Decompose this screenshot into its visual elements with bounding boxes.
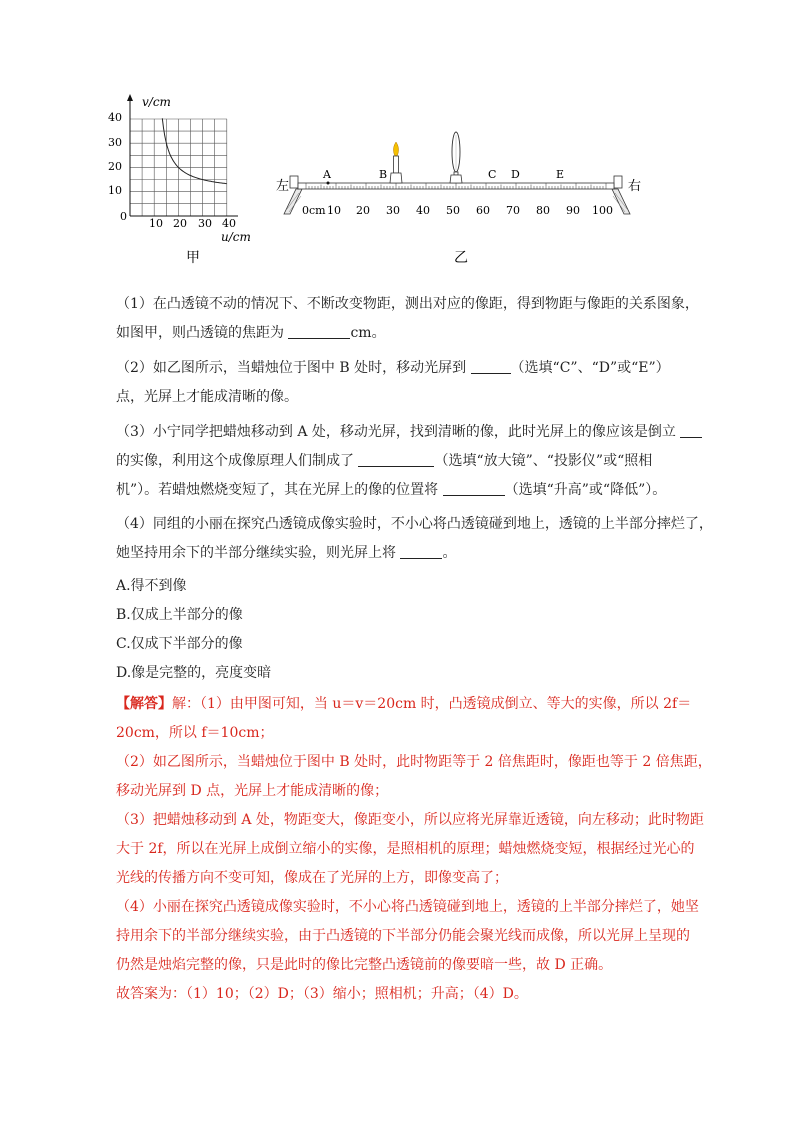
option-c: C.仅成下半部分的像 [116,636,243,652]
point-a-label: A [323,168,331,181]
question-2 [116,354,716,412]
y-tick-40: 40 [108,111,122,124]
q1-blank [288,324,350,339]
scale-label-80: 80 [536,204,550,217]
x-tick-40: 40 [222,217,236,230]
q1-line2: 如图甲，则凸透镜的焦距为 cm。 [116,325,386,341]
lens-holder [450,175,462,183]
q2-line2: 点，光屏上才能成清晰的像。 [116,389,298,405]
answer-line-1: 【解答】解：（1）由甲图可知，当 u＝v＝20cm 时，凸透镜成倒立、等大的实像，所以 2f＝ [116,696,692,712]
point-a-marker [327,182,330,185]
scale-label-50: 50 [446,204,460,217]
q1-line1: （1）在凸透镜不动的情况下、不断改变物距，测出对应的像距，得到物距与像距的关系图象， [116,296,699,312]
answer-line-9: 持用余下的半部分继续实验，由于凸透镜的下半部分仍能会聚光线而成像，所以光屏上呈现的 [116,928,690,944]
q4-blank [400,544,442,559]
candle-flame [393,142,398,156]
question-1 [116,290,716,348]
scale-label-0: 0cm [302,204,326,217]
x-tick-10: 10 [149,217,163,230]
figures [110,90,650,275]
x-tick-30: 30 [198,217,212,230]
caption-jia: 甲 [186,250,200,266]
y-tick-30: 30 [108,136,122,149]
scale-label-60: 60 [476,204,490,217]
bench-left-label: 左 [276,179,290,194]
answer-line-3: （2）如乙图所示，当蜡烛位于图中 B 处时，此时物距等于 2 倍焦距时，像距也等于 2 倍焦距， [116,754,712,770]
answer-line-6: 大于 2f，所以在光屏上成倒立缩小的实像，是照相机的原理；蜡烛燃烧变短，根据经过光心的 [116,841,695,857]
convex-lens [450,132,462,183]
question-4 [116,510,716,568]
q3-line3: 机”）。若蜡烛燃烧变短了，其在光屏上的像的位置将 （选填“升高”或“降低”）。 [116,482,667,498]
scale-label-100: 100 [592,204,613,217]
q3-blank-2 [358,452,434,467]
y-tick-10: 10 [108,184,122,197]
point-d-label: D [511,168,520,181]
answer-line-8: （4）小丽在探究凸透镜成像实验时，不小心将凸透镜碰到地上，透镜的上半部分摔烂了，她坚 [116,899,699,915]
candle-body [394,156,399,173]
scale-label-90: 90 [566,204,580,217]
y-axis-label: v/cm [142,95,171,109]
answer-line-5: （3）把蜡烛移动到 A 处，物距变大，像距变小，所以应将光屏靠近透镜，向左移动；此时物距 [116,812,704,828]
q3-line2: 的实像，利用这个成像原理人们制成了 （选填“放大镜”、“投影仪”或“照相 [116,453,653,469]
option-b: B.仅成上半部分的像 [116,607,243,623]
q3-blank-3 [443,481,505,496]
point-b-label: B [379,168,388,181]
caption-yi: 乙 [454,250,468,266]
x-tick-20: 20 [173,217,187,230]
q3-line1: （3）小宁同学把蜡烛移动到 A 处，移动光屏，找到清晰的像，此时光屏上的像应该是倒立 [116,418,716,447]
scale-label-10: 10 [327,204,341,217]
option-a: A.得不到像 [116,578,187,594]
answer-line-4: 移动光屏到 D 点，光屏上才能成清晰的像； [116,783,389,799]
candle [390,142,402,183]
question-3 [116,418,716,505]
scale-label-20: 20 [356,204,370,217]
scale-label-70: 70 [506,204,520,217]
figures-svg [110,90,650,275]
u-v-curve [162,118,226,183]
q2-blank [471,359,511,374]
answer-line-7: 光线的传播方向不变可知，像成在了光屏的上方，即像变高了； [116,870,508,886]
candle-holder [390,173,402,183]
scale-label-30: 30 [386,204,400,217]
q2-line1: （2）如乙图所示，当蜡烛位于图中 B 处时，移动光屏到 （选填“C”、“D”或“E”） [116,360,670,376]
graph-jia [108,94,251,266]
q4-line1: （4）同组的小丽在探究凸透镜成像实验时，不小心将凸透镜碰到地上，透镜的上半部分摔烂了， [116,516,713,532]
q4-line2: 她坚持用余下的半部分继续实验，则光屏上将 。 [116,545,457,561]
point-e-label: E [556,168,565,181]
y-tick-20: 20 [108,160,122,173]
optical-bench [276,132,641,266]
option-d: D.像是完整的，亮度变暗 [116,665,272,681]
scale-label-40: 40 [416,204,430,217]
bench-right-label: 右 [628,179,642,194]
options-list [116,572,716,688]
answer-line-10: 仍然是烛焰完整的像，只是此时的像比完整凸透镜前的像要暗一些，故 D 正确。 [116,957,613,973]
y-axis-arrow [127,94,133,101]
q3-blank-1 [680,423,702,438]
answer-line-2: 20cm，所以 f＝10cm； [116,725,274,741]
point-c-label: C [488,168,497,181]
answer-tag: 【解答】 [116,696,172,712]
x-axis-label: u/cm [221,230,251,244]
final-answer: 故答案为：（1）10；（2）D；（3）缩小；照相机；升高；（4）D。 [116,986,528,1002]
answer-block [116,690,716,1009]
y-tick-0: 0 [120,210,127,223]
